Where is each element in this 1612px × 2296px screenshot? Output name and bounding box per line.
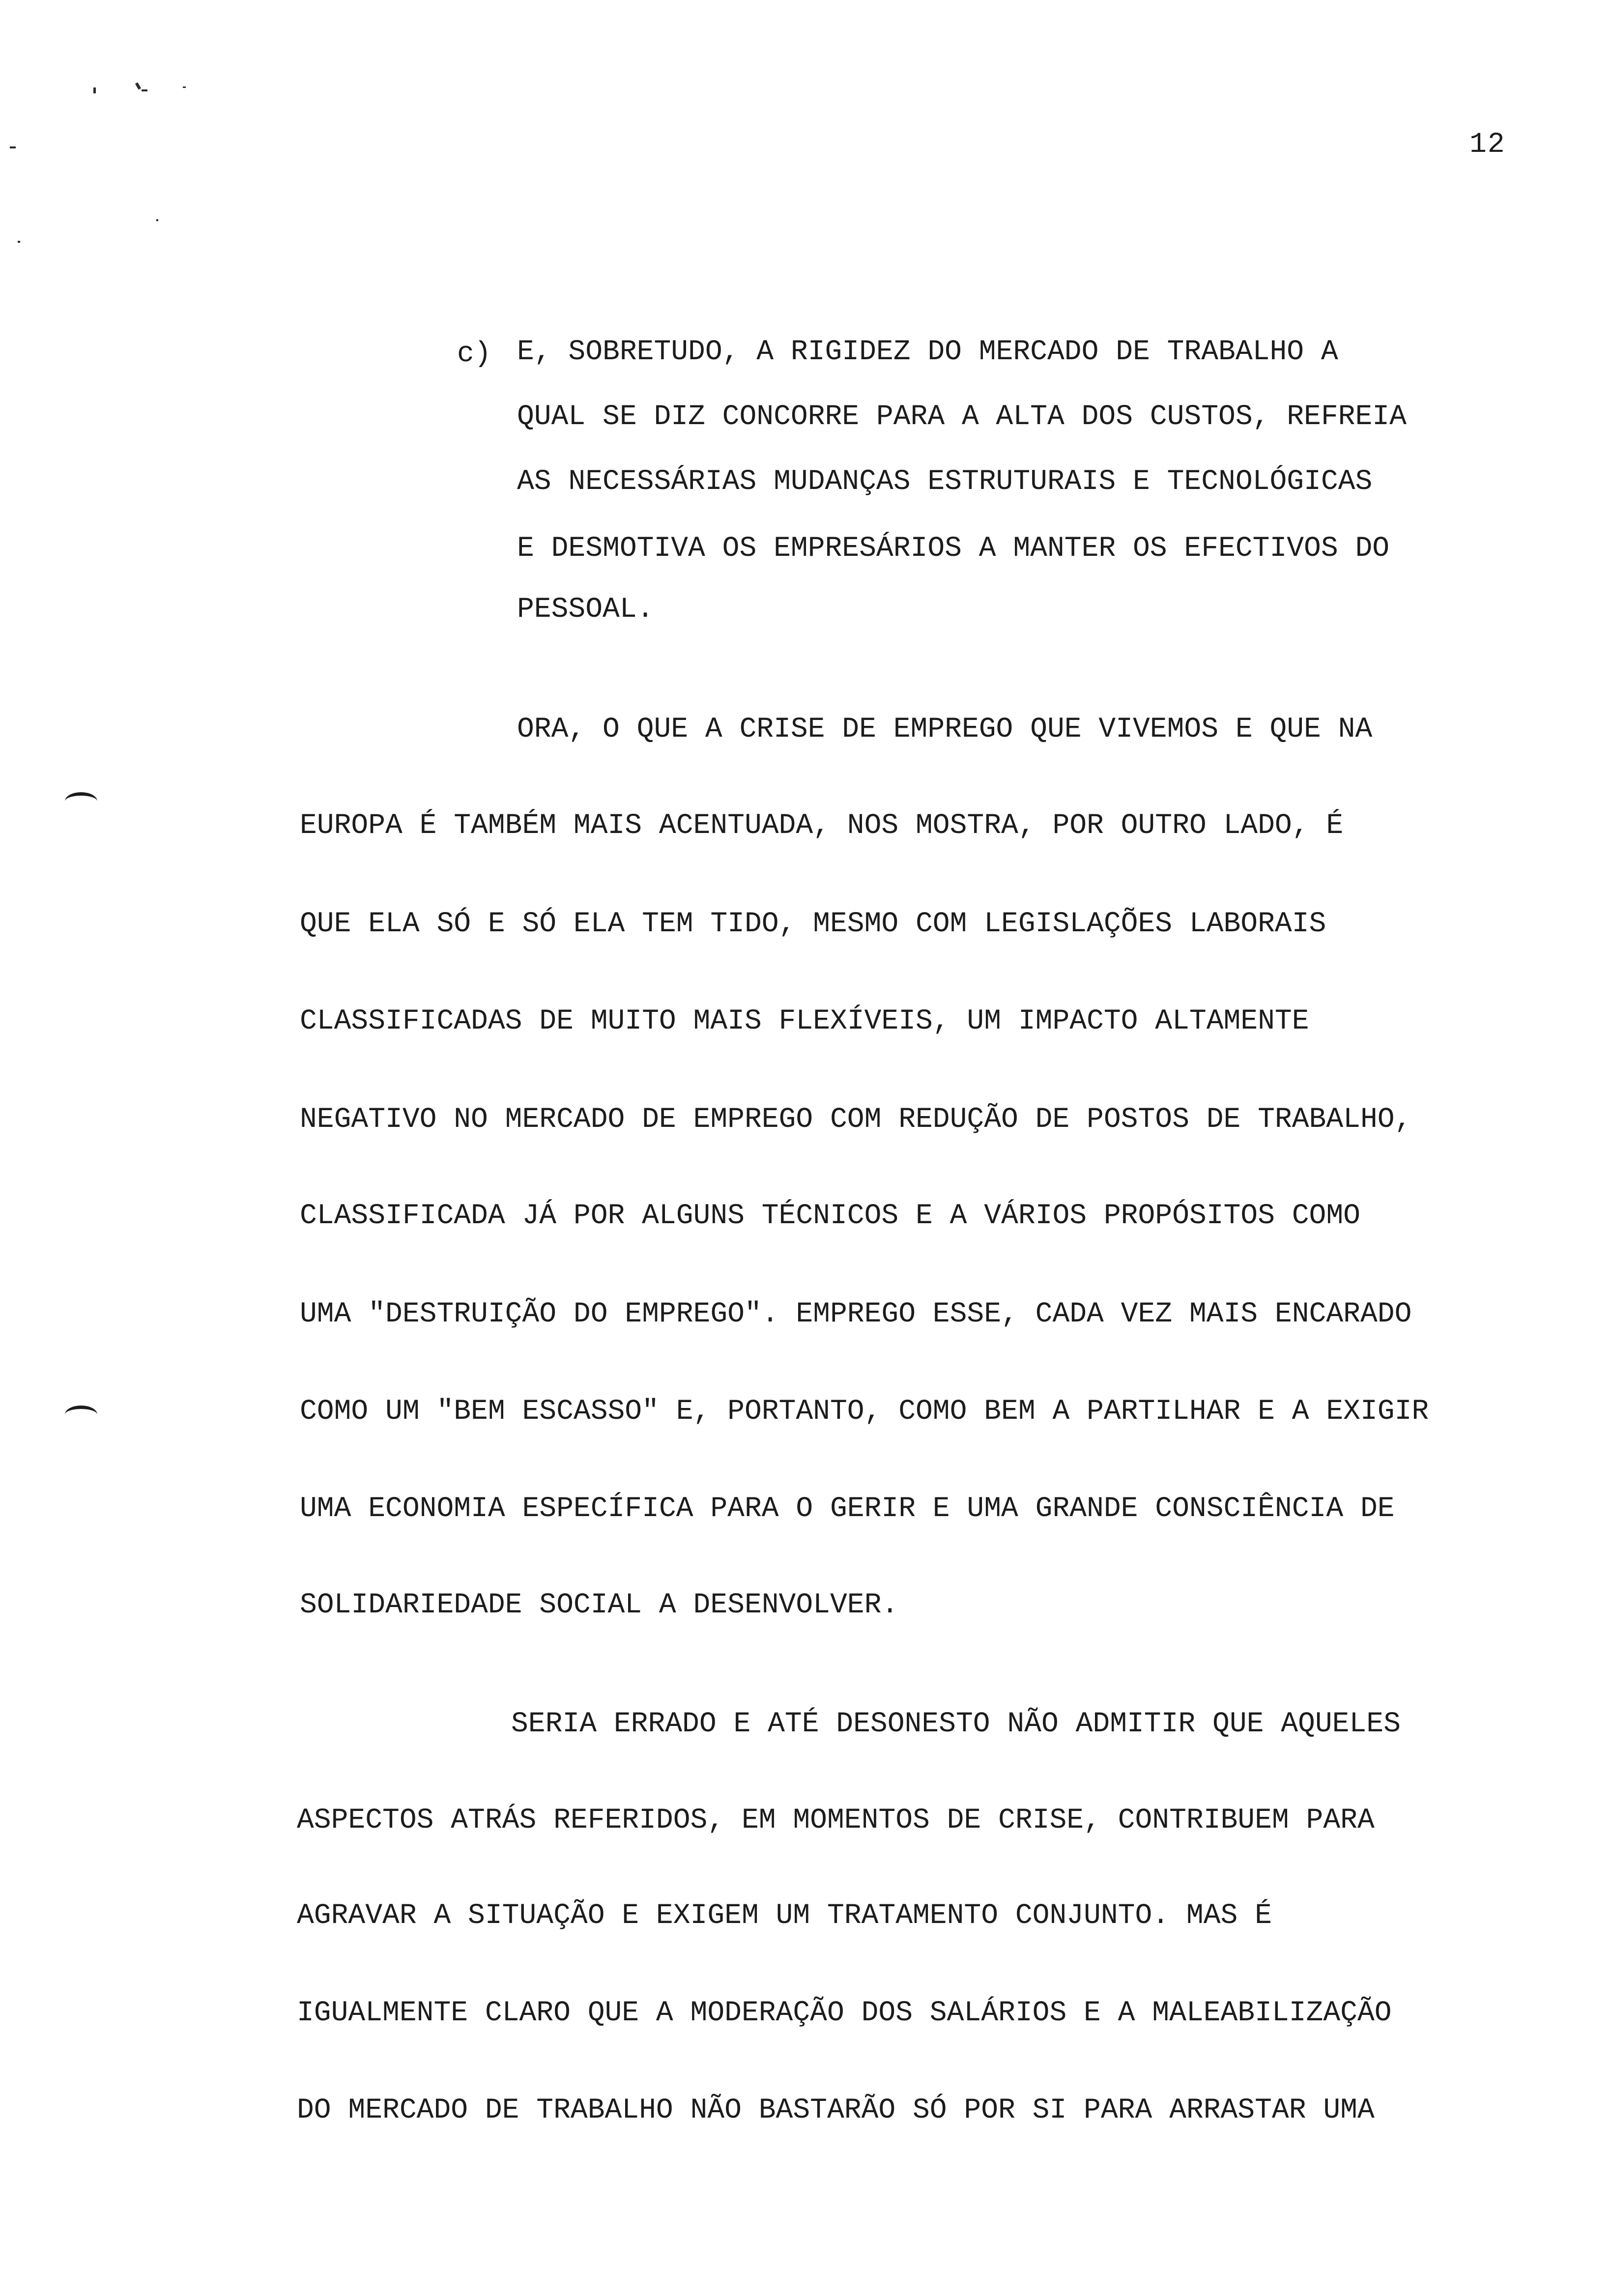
- page-number: 12: [1469, 129, 1506, 161]
- text-line: PESSOAL.: [517, 594, 654, 626]
- text-line: COMO UM "BEM ESCASSO" E, PORTANTO, COMO BEM A PARTILHAR E A EXIGIR: [300, 1396, 1429, 1428]
- text-line: UMA "DESTRUIÇÃO DO EMPREGO". EMPREGO ESSE, CADA VEZ MAIS ENCARADO: [300, 1298, 1412, 1330]
- text-line: ASPECTOS ATRÁS REFERIDOS, EM MOMENTOS DE CRISE, CONTRIBUEM PARA: [297, 1805, 1375, 1837]
- text-line: CLASSIFICADA JÁ POR ALGUNS TÉCNICOS E A VÁRIOS PROPÓSITOS COMO: [300, 1200, 1360, 1232]
- text-line: EUROPA É TAMBÉM MAIS ACENTUADA, NOS MOSTRA, POR OUTRO LADO, É: [300, 810, 1344, 842]
- text-line: CLASSIFICADAS DE MUITO MAIS FLEXÍVEIS, UM IMPACTO ALTAMENTE: [300, 1005, 1309, 1037]
- text-line: IGUALMENTE CLARO QUE A MODERAÇÃO DOS SALÁRIOS E A MALEABILIZAÇÃO: [297, 1997, 1392, 2029]
- text-line: UMA ECONOMIA ESPECÍFICA PARA O GERIR E UMA GRANDE CONSCIÊNCIA DE: [300, 1493, 1395, 1525]
- scan-speck: [93, 87, 96, 93]
- binder-hole-mark: [65, 1406, 97, 1424]
- text-line: SERIA ERRADO E ATÉ DESONESTO NÃO ADMITIR QUE AQUELES: [511, 1708, 1401, 1740]
- text-line: E DESMOTIVA OS EMPRESÁRIOS A MANTER OS EFECTIVOS DO: [517, 533, 1390, 565]
- scan-speck: [156, 219, 158, 221]
- text-line: DO MERCADO DE TRABALHO NÃO BASTARÃO SÓ POR SI PARA ARRASTAR UMA: [297, 2095, 1375, 2126]
- text-line: NEGATIVO NO MERCADO DE EMPREGO COM REDUÇÃO DE POSTOS DE TRABALHO,: [300, 1104, 1412, 1136]
- text-line: ORA, O QUE A CRISE DE EMPREGO QUE VIVEMOS E QUE NA: [517, 714, 1373, 746]
- text-line: E, SOBRETUDO, A RIGIDEZ DO MERCADO DE TRABALHO A: [517, 336, 1338, 368]
- text-line: AGRAVAR A SITUAÇÃO E EXIGEM UM TRATAMENTO CONJUNTO. MAS É: [297, 1900, 1272, 1932]
- scan-speck: [18, 241, 20, 243]
- scan-speck: [142, 89, 147, 91]
- list-item-label: c): [457, 338, 491, 370]
- scan-speck: [183, 86, 186, 88]
- text-line: QUE ELA SÓ E SÓ ELA TEM TIDO, MESMO COM LEGISLAÇÕES LABORAIS: [300, 908, 1326, 940]
- scan-speck: [10, 146, 16, 148]
- text-line: AS NECESSÁRIAS MUDANÇAS ESTRUTURAIS E TECNOLÓGICAS: [517, 466, 1373, 498]
- scan-speck: [135, 82, 141, 89]
- text-line: SOLIDARIEDADE SOCIAL A DESENVOLVER.: [300, 1589, 899, 1621]
- text-line: QUAL SE DIZ CONCORRE PARA A ALTA DOS CUSTOS, REFREIA: [517, 401, 1407, 433]
- binder-hole-mark: [65, 792, 97, 810]
